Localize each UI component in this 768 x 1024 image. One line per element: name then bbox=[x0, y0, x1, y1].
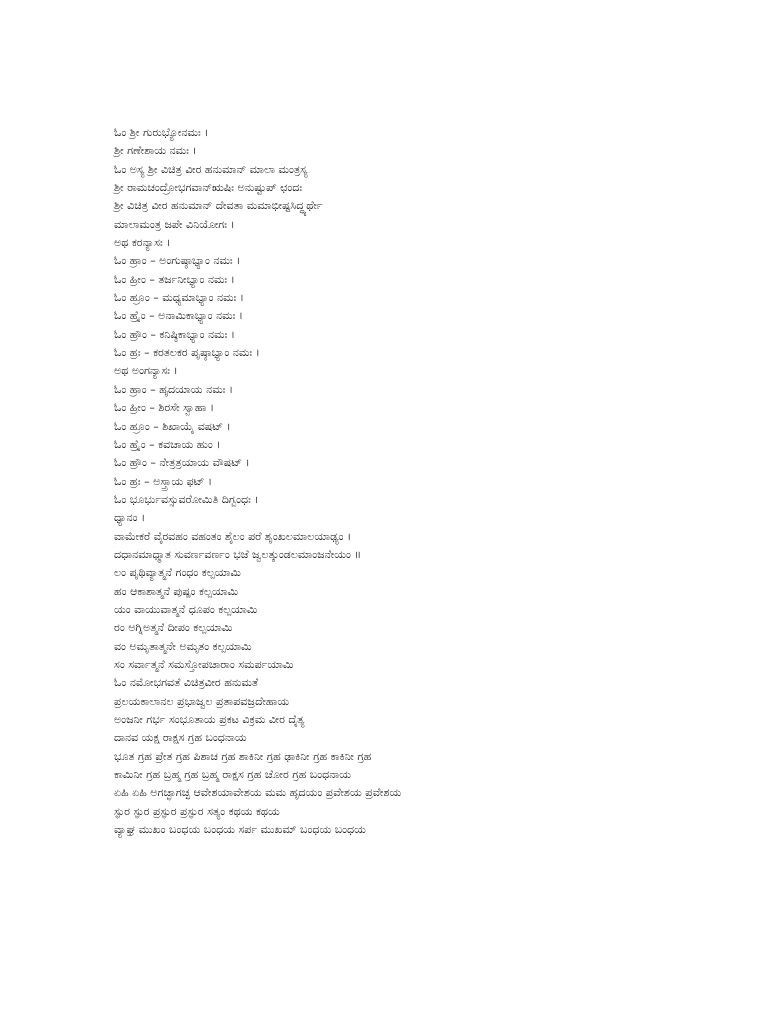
text-line: ಓಂ ಹ್ರೈಂ – ಅನಾಮಿಕಾಭ್ಯಾಂ ನಮಃ । bbox=[114, 309, 243, 323]
text-line: ಓಂ ಭೂರ್ಭುವಸ್ಸುವರೋಮಿತಿ ದಿಗ್ಬಂಧಃ । bbox=[114, 492, 259, 506]
text-line: ಓಂ ಅಸ್ಯ ಶ್ರೀ ವಿಚಿತ್ರ ವೀರ ಹನುಮಾನ್ ಮಾಲಾ ಮಂತ್ರಸ್ಯ bbox=[114, 162, 308, 176]
text-line: ಅಂಜನೀ ಗರ್ಭ ಸಂಭೂತಾಯ ಪ್ರಕಟ ವಿಕ್ರಮ ವೀರ ದೈತ್ಯ bbox=[114, 713, 305, 726]
text-line: ವಂ ಅಮೃತಾತ್ಮನೇ ಅಮೃತಂ ಕಲ್ಪಯಾಮಿ bbox=[114, 639, 252, 653]
text-line: ದಧಾನಮಾಧ್ಮಾತ ಸುವರ್ಣವರ್ಣಂ ಭಜೆ ಜ್ವಲತ್ಕುಂಡಲಮಾಂಜನೇಯಂ ॥ bbox=[114, 547, 362, 561]
text-line: ಶ್ರೀ ರಾಮಚಂದ್ರೋಭಗವಾನ್ಋಷಿಃ ಅನುಷ್ಟುಪ್ ಛಂದಃ bbox=[114, 181, 303, 195]
text-line: ಓಂ ಹ್ರೌಂ – ನೇತ್ರತ್ರಯಾಯ ವೌಷಟ್ । bbox=[114, 456, 250, 470]
text-line: ಶ್ರೀ ವಿಚಿತ್ರ ವೀರ ಹನುಮಾನ್ ದೇವತಾ ಮಮಾಭೀಷ್ಟಸಿದ್ಧ್ಯರ್ಥೇ bbox=[114, 199, 323, 213]
text-line: ಓಂ ಹ್ರೈಂ – ಕವಚಾಯ ಹುಂ । bbox=[114, 437, 221, 451]
text-line: ಅಥ ಕರನ್ಯಾಸಃ । bbox=[114, 236, 171, 250]
text-line: ಓಂ ಹ್ರಾಂ – ಅಂಗುಷ್ಠಾಭ್ಯಾಂ ನಮಃ । bbox=[114, 254, 241, 268]
text-line: ಓಂ ಹ್ರಃ – ಅಸ್ತ್ರಾಯ ಫಟ್ । bbox=[114, 474, 213, 488]
text-line: ಓಂ ಹ್ರೌಂ – ಕನಿಷ್ಠಿಕಾಭ್ಯಾಂ ನಮಃ । bbox=[114, 327, 235, 341]
text-line: ಮಾಲಾಮಂತ್ರ ಜಪೇ ವಿನಿಯೋಗಃ । bbox=[114, 217, 235, 231]
text-line: ಕಾಮಿನೀ ಗ್ರಹ ಬ್ರಹ್ಮ ಗ್ರಹ ಬ್ರಹ್ಮ ರಾಕ್ಷಸ ಗ್ರಹ ಚೋರ ಗ್ರಹ ಬಂಧನಾಯ bbox=[114, 768, 352, 782]
text-line: ಓಂ ಹ್ರೀಂ – ತರ್ಜನೀಭ್ಯಾಂ ನಮಃ । bbox=[114, 272, 235, 286]
text-line: ಓಂ ಹ್ರೂಂ – ಮಧ್ಯಮಾಭ್ಯಾಂ ನಮಃ । bbox=[114, 291, 244, 305]
text-line: ಓಂ ಶ್ರೀ ಗುರುಭ್ಯೋನಮಃ । bbox=[114, 126, 209, 139]
text-line: ಶ್ರೀ ಗಣೇಶಾಯ ನಮಃ । bbox=[114, 144, 197, 158]
text-line: ಲಂ ಪೃಥಿವ್ಯಾತ್ಮನೆ ಗಂಧಂ ಕಲ್ಪಯಾಮಿ bbox=[114, 566, 241, 580]
text-line: ಸಂ ಸರ್ವಾತ್ಮನೆ ಸಮಸ್ತೋಪಚಾರಾಂ ಸಮರ್ಪಯಾಮಿ bbox=[114, 657, 294, 671]
text-line: ಹಂ ಆಕಾಶಾತ್ಮನೆ ಪುಷ್ಪಂ ಕಲ್ಪಯಾಮಿ bbox=[114, 584, 239, 598]
text-line: ರಂ ಅಗ್ನಿಅತ್ಮನೆ ದೀಪಂ ಕಲ್ಪಯಾಮಿ bbox=[114, 621, 233, 635]
text-line: ಏಹಿ ಏಹಿ ಅಗಚ್ಛಾಗಚ್ಛ ಆವೇಶಯಾವೇಶಯ ಮಮ ಹೃದಯಂ ಪ್ರವೇಶಯ ಪ್ರವೇಶಯ bbox=[114, 786, 402, 800]
text-line: ದಾನವ ಯಕ್ಷ ರಾಕ್ಷಸ ಗ್ರಹ ಬಂಧನಾಯ bbox=[114, 731, 247, 745]
text-line: ಯಂ ವಾಯುವಾತ್ಮನೆ ಧೂಪಂ ಕಲ್ಪಯಾಮಿ bbox=[114, 602, 258, 616]
text-line: ಧ್ಯಾನಂ । bbox=[114, 511, 146, 525]
text-line: ಭೂತ ಗ್ರಹ ಪ್ರೇತ ಗ್ರಹ ಪಿಶಾಚ ಗ್ರಹ ಶಾಕಿನೀ ಗ್ರಹ ಢಾಕಿನೀ ಗ್ರಹ ಕಾಕಿನೀ ಗ್ರಹ bbox=[114, 749, 372, 763]
text-line: ಓಂ ನಮೋಭಗವತೆ ವಿಚಿತ್ರವೀರ ಹನುಮತೆ bbox=[114, 676, 259, 690]
text-line: ಓಂ ಹ್ರೂಂ – ಶಿಖಾಯೈ ವಷಟ್ । bbox=[114, 419, 231, 433]
text-line: ಓಂ ಹ್ರಃ – ಕರತಲಕರ ಪೃಷ್ಠಾಭ್ಯಾಂ ನಮಃ । bbox=[114, 346, 260, 360]
mantra-text-block bbox=[114, 124, 734, 839]
text-line: ಅಥ ಅಂಗನ್ಯಾಸಃ । bbox=[114, 364, 178, 378]
text-line: ವಾಮೇಕರೆ ವೈರವಹಂ ವಹಂತಂ ಶೈಲಂ ಪರೆ ಶೃಂಖಲಮಾಲಯಾಢ್ಯಂ । bbox=[114, 529, 352, 543]
text-line: ಓಂ ಹ್ರಾಂ – ಹೃದಯಾಯ ನಮಃ । bbox=[114, 382, 234, 396]
text-line: ವ್ಯಾಘ್ರ ಮುಖಂ ಬಂಧಯ ಬಂಧಯ ಸರ್ಪ ಮುಖಮ್ ಬಂಧಯ ಬಂಧಯ bbox=[114, 823, 366, 837]
text-line: ಓಂ ಹ್ರೀಂ – ಶಿರಸೇ ಸ್ವಾಹಾ । bbox=[114, 401, 215, 415]
text-line: ಸ್ಫುರ ಸ್ಫುರ ಪ್ರಸ್ಫುರ ಪ್ರಸ್ಫುರ ಸತ್ಯಂ ಕಥಯ ಕಥಯ bbox=[114, 804, 280, 818]
text-line: ಪ್ರಲಯಕಾಲಾನಲ ಪ್ರಭಾಜ್ವಲ ಪ್ರತಾಪವಜ್ರದೇಹಾಯ bbox=[114, 694, 290, 708]
